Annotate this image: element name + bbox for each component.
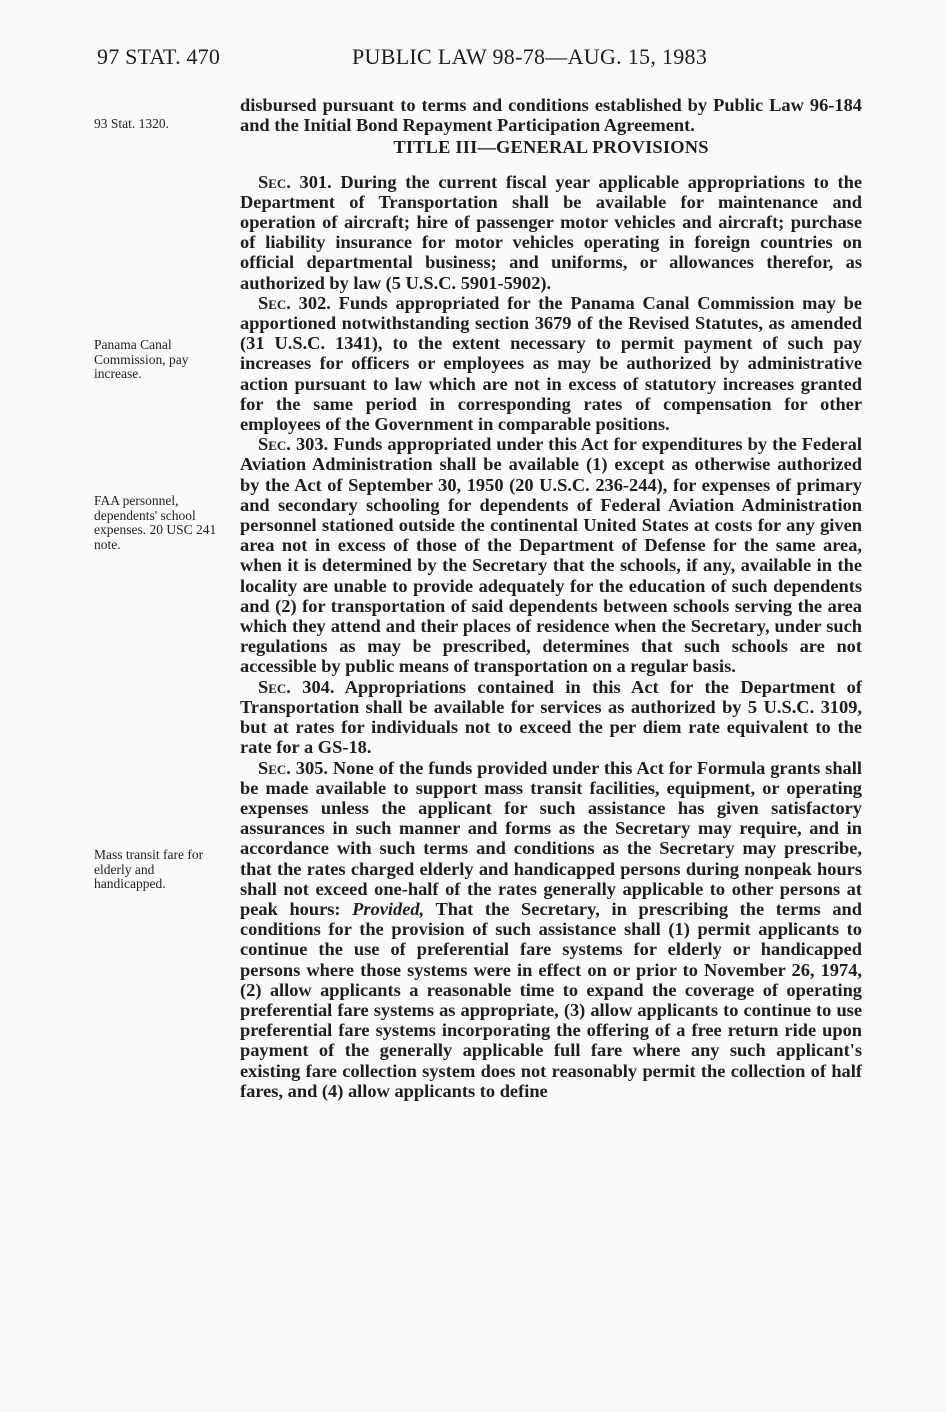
section-label: Sec. [258, 757, 291, 778]
section-305 [240, 758, 862, 1101]
section-label: Sec. [258, 676, 291, 697]
section-number: 301. [299, 171, 332, 192]
section-number: 305. [295, 757, 328, 778]
section-302 [240, 293, 862, 434]
section-label: Sec. [258, 292, 291, 313]
section-text-continued: That the Secretary, in prescribing the terms and conditions for the provision of such assistance shall (1) permit applicants to continue the use of preferential fare systems for elderly or handicapped persons where those systems were in effect on or prior to November 26, 1974, (2) allow applicants a reasonable time to expand the coverage of operating preferential fare systems as appropriate, (3) allow applicants to continue to use preferential fare systems incorporating the offering of a free return ride upon payment of the generally applicable full fare where any such applicant's existing fare collection system does not reasonably permit the collection of half fares, and (4) allow applicants to define [240, 898, 862, 1101]
section-number: 304. [302, 676, 335, 697]
section-number: 302. [298, 292, 331, 313]
intro-paragraph: disbursed pursuant to terms and conditions established by Public Law 96-184 and the Initial Bond Repayment Participation Agreement. [240, 95, 862, 136]
stat-page-reference: 97 STAT. 470 [97, 44, 221, 69]
margin-note-stat-ref: 93 Stat. 1320. [94, 116, 170, 131]
section-text: During the current fiscal year applicable appropriations to the Department of Transportation shall be available for maintenance and operation of aircraft; hire of passenger motor vehicles and aircraft; purchase of liability insurance for motor vehicles operating in foreign countries on official departmental business; and uniforms, or allowances therefor, as authorized by law (5 U.S.C. 5901-5902). [240, 171, 862, 293]
document-body [240, 95, 862, 1101]
section-301 [240, 172, 862, 293]
section-text: Appropriations contained in this Act for the Department of Transportation shall be available for services as authorized by 5 U.S.C. 3109, but at rates for individuals not to exceed the per diem rate equivalent to the rate for a GS-18. [240, 676, 862, 758]
section-text: Funds appropriated under this Act for expenditures by the Federal Aviation Administration shall be available (1) except as otherwise authorized by the Act of September 30, 1950 (20 U.S.C. 236-244), for expenses of primary and secondary schooling for dependents of Federal Aviation Administration personnel stationed outside the continental United States at costs for any given area not in excess of those of the Department of Defense for the same area, when it is determined by the Secretary that the schools, if any, available in the locality are unable to provide adequately for the education of such dependents and (2) for transportation of said dependents between schools serving the area which they attend and their places of residence when the Secretary, under such regulations as may be prescribed, determines that such schools are not accessible by public means of transportation on a regular basis. [240, 434, 862, 677]
section-number: 303. [295, 434, 329, 455]
section-303 [240, 434, 862, 676]
title-heading: TITLE III—GENERAL PROVISIONS [393, 137, 709, 158]
section-text: Funds appropriated for the Panama Canal Commission may be apportioned notwithstanding section 3679 of the Revised Statutes, as amended (31 U.S.C. 1341), to the extent necessary to permit payment of such pay increases for officers or employees as may be authorized by administrative action pursuant to law which are not in excess of statutory increases granted for the same period in corresponding rates of compensation for other employees of the Government in comparable positions. [240, 292, 862, 435]
section-text: None of the funds provided under this Act for Formula grants shall be made available to support mass transit facilities, equipment, or operating expenses unless the applicant for such assistance has given satisfactory assurances in such manner and forms as the Secretary may require, and in accordance with such terms and conditions as the Secretary may prescribe, that the rates charged elderly and handicapped persons during nonpeak hours shall not exceed one-half of the rates generally applicable to other persons at peak hours: [240, 757, 862, 919]
section-label: Sec. [258, 171, 291, 192]
margin-note-faa-personnel: FAA personnel, dependents' school expenses. 20 USC 241 note. [94, 493, 217, 552]
public-law-heading: PUBLIC LAW 98-78—AUG. 15, 1983 [352, 44, 708, 69]
margin-note-mass-transit: Mass transit fare for elderly and handicapped. [94, 847, 204, 891]
section-304 [240, 677, 862, 758]
margin-note-panama-canal: Panama Canal Commission, pay increase. [94, 337, 189, 381]
proviso-term: Provided, [352, 898, 425, 919]
page-header [0, 44, 946, 80]
section-label: Sec. [258, 434, 291, 455]
